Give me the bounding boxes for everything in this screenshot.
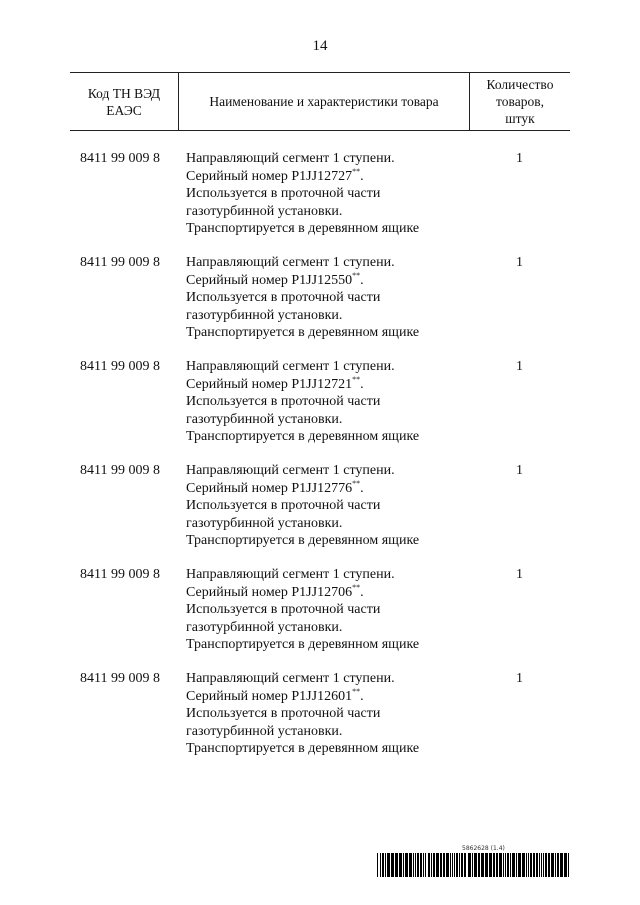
barcode-bar xyxy=(530,853,532,877)
row-description xyxy=(186,566,486,654)
barcode-bar xyxy=(377,853,378,877)
barcode-bar xyxy=(385,853,386,877)
row-title: Направляющий сегмент 1 ступени. xyxy=(186,151,395,166)
row-serial: Серийный номер P1JJ12776**. xyxy=(186,478,364,496)
barcode-bar xyxy=(409,853,412,877)
row-transport: Транспортируется в деревянном ящике xyxy=(186,325,420,340)
barcode-bar xyxy=(481,853,484,877)
header-name: Наименование и характеристики товара xyxy=(209,94,439,109)
barcode-bar xyxy=(493,853,495,877)
barcode-bar xyxy=(526,853,527,877)
row-usage-1: Используется в проточной части xyxy=(186,394,381,409)
barcode-bar xyxy=(420,853,422,877)
barcode-bar xyxy=(472,853,473,877)
row-title: Направляющий сегмент 1 ступени. xyxy=(186,463,395,478)
row-description xyxy=(186,462,486,550)
row-usage-1: Используется в проточной части xyxy=(186,186,381,201)
barcode-bar xyxy=(452,853,453,877)
header-qty-line-1: Количество xyxy=(486,77,554,92)
row-code: 8411 99 009 8 xyxy=(80,671,160,686)
barcode-bar xyxy=(415,853,416,877)
row-serial: Серийный номер P1JJ12550**. xyxy=(186,270,364,288)
row-description xyxy=(186,670,486,758)
row-qty: 1 xyxy=(516,463,523,478)
barcode-bar xyxy=(382,853,384,877)
barcode-bar xyxy=(568,853,569,877)
table-row xyxy=(0,566,640,670)
barcode-bar xyxy=(380,853,381,877)
barcode-bar xyxy=(541,853,542,877)
barcode-bar xyxy=(528,853,529,877)
row-description xyxy=(186,358,486,446)
table-row xyxy=(0,670,640,774)
barcode-bar xyxy=(551,853,554,877)
barcode-bar xyxy=(557,853,559,877)
barcode-bar xyxy=(518,853,521,877)
row-usage-2: газотурбинной установки. xyxy=(186,619,343,635)
barcode xyxy=(377,853,569,877)
barcode-bar xyxy=(436,853,439,877)
row-usage-1: Используется в проточной части xyxy=(186,498,381,513)
table-row xyxy=(0,462,640,566)
row-description xyxy=(186,150,486,238)
row-description xyxy=(186,254,486,342)
row-usage-1: Используется в проточной части xyxy=(186,706,381,721)
barcode-bar xyxy=(443,853,445,877)
row-qty: 1 xyxy=(516,359,523,374)
row-title: Направляющий сегмент 1 ступени. xyxy=(186,255,395,270)
barcode-bar xyxy=(428,853,430,877)
table-header xyxy=(70,72,570,131)
row-usage-2: газотурбинной установки. xyxy=(186,307,343,323)
barcode-bar xyxy=(459,853,460,877)
header-qty-line-2: товаров, xyxy=(496,94,544,109)
barcode-bar xyxy=(468,853,471,877)
row-qty: 1 xyxy=(516,567,523,582)
row-usage-2: газотурбинной установки. xyxy=(186,411,343,427)
footnote-mark: ** xyxy=(352,270,361,280)
row-title: Направляющий сегмент 1 ступени. xyxy=(186,567,395,582)
barcode-bar xyxy=(456,853,458,877)
barcode-bar xyxy=(395,853,398,877)
barcode-bar xyxy=(560,853,563,877)
barcode-bar xyxy=(496,853,498,877)
barcode-bar xyxy=(454,853,455,877)
document-stamp: 5862628 (1.4) xyxy=(462,845,505,852)
header-code-line-1: Код ТН ВЭД xyxy=(87,85,161,101)
barcode-bar xyxy=(499,853,502,877)
row-usage-1: Используется в проточной части xyxy=(186,290,381,305)
header-qty-cell xyxy=(470,73,570,130)
footnote-mark: ** xyxy=(352,478,361,488)
barcode-bar xyxy=(387,853,390,877)
barcode-bar xyxy=(464,853,466,877)
barcode-bar xyxy=(522,853,525,877)
header-qty-line-3: штук xyxy=(505,111,535,126)
row-serial: Серийный номер P1JJ12727**. xyxy=(186,166,364,184)
row-usage-2: газотурбинной установки. xyxy=(186,203,343,219)
row-title: Направляющий сегмент 1 ступени. xyxy=(186,671,395,686)
barcode-bar xyxy=(564,853,567,877)
barcode-bar xyxy=(425,853,426,877)
row-transport: Транспортируется в деревянном ящике xyxy=(186,637,420,652)
table-row xyxy=(0,254,640,358)
row-code: 8411 99 009 8 xyxy=(80,359,160,374)
row-usage-2: газотурбинной установки. xyxy=(186,723,343,739)
header-code-cell xyxy=(70,73,179,130)
barcode-bar xyxy=(545,853,547,877)
barcode-bar xyxy=(423,853,424,877)
barcode-bar xyxy=(512,853,515,877)
row-code: 8411 99 009 8 xyxy=(80,255,160,270)
table-row xyxy=(0,150,640,254)
barcode-bar xyxy=(485,853,488,877)
barcode-bar xyxy=(403,853,404,877)
row-usage-2: газотурбинной установки. xyxy=(186,515,343,531)
row-transport: Транспортируется в деревянном ящике xyxy=(186,429,420,444)
row-transport: Транспортируется в деревянном ящике xyxy=(186,741,420,756)
row-code: 8411 99 009 8 xyxy=(80,151,160,166)
barcode-bar xyxy=(431,853,432,877)
row-qty: 1 xyxy=(516,255,523,270)
barcode-bar xyxy=(417,853,419,877)
row-qty: 1 xyxy=(516,151,523,166)
barcode-bar xyxy=(478,853,480,877)
barcode-bar xyxy=(533,853,535,877)
barcode-bar xyxy=(503,853,504,877)
row-serial: Серийный номер P1JJ12721**. xyxy=(186,374,364,392)
page-number: 14 xyxy=(312,38,328,54)
barcode-bar xyxy=(539,853,540,877)
barcode-bar xyxy=(536,853,538,877)
row-qty: 1 xyxy=(516,671,523,686)
barcode-bar xyxy=(489,853,492,877)
header-code-line-2: ЕАЭС xyxy=(106,102,142,118)
row-title: Направляющий сегмент 1 ступени. xyxy=(186,359,395,374)
row-code: 8411 99 009 8 xyxy=(80,567,160,582)
barcode-bar xyxy=(505,853,506,877)
barcode-bar xyxy=(399,853,402,877)
barcode-bar xyxy=(555,853,556,877)
row-usage-1: Используется в проточной части xyxy=(186,602,381,617)
row-serial: Серийный номер P1JJ12706**. xyxy=(186,582,364,600)
table-row xyxy=(0,358,640,462)
barcode-bar xyxy=(413,853,414,877)
barcode-bar xyxy=(548,853,550,877)
barcode-bar xyxy=(405,853,408,877)
barcode-bar xyxy=(461,853,463,877)
footnote-mark: ** xyxy=(352,582,361,592)
barcode-bar xyxy=(440,853,442,877)
row-serial: Серийный номер P1JJ12601**. xyxy=(186,686,364,704)
row-code: 8411 99 009 8 xyxy=(80,463,160,478)
barcode-bar xyxy=(543,853,544,877)
row-transport: Транспортируется в деревянном ящике xyxy=(186,533,420,548)
barcode-bar xyxy=(450,853,451,877)
footnote-mark: ** xyxy=(352,686,361,696)
barcode-bar xyxy=(446,853,449,877)
row-transport: Транспортируется в деревянном ящике xyxy=(186,221,420,236)
barcode-bar xyxy=(507,853,509,877)
footnote-mark: ** xyxy=(352,166,361,176)
barcode-bar xyxy=(433,853,435,877)
barcode-bar xyxy=(516,853,517,877)
barcode-bar xyxy=(474,853,477,877)
barcode-bar xyxy=(391,853,394,877)
barcode-bar xyxy=(510,853,511,877)
header-name-cell xyxy=(179,73,470,130)
footnote-mark: ** xyxy=(352,374,361,384)
